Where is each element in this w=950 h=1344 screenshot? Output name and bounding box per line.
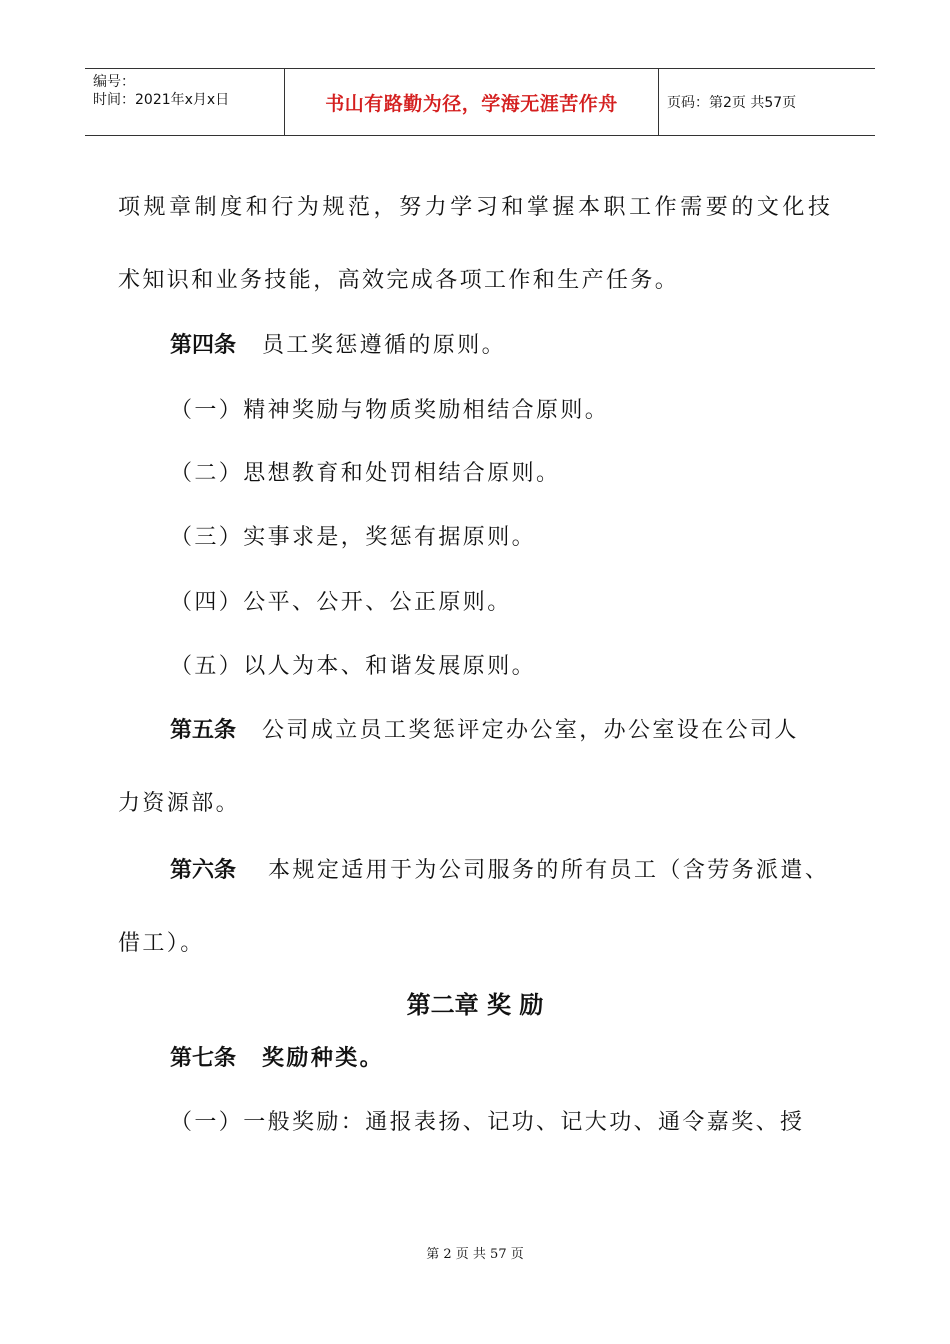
principle-5: （五）以人为本、和谐发展原则。	[170, 654, 537, 679]
page-header	[85, 68, 875, 136]
chapter-title: 第二章 奖 励	[406, 991, 544, 1019]
header-meta	[85, 69, 285, 135]
article-4-heading: 第四条	[170, 333, 237, 358]
article-5-continuation: 力资源部。	[118, 791, 241, 816]
article-6	[170, 856, 829, 886]
body-line-1: 项规章制度和行为规范，努力学习和掌握本职工作需要的文化技	[118, 195, 830, 220]
page-footer: 第 2 页 共 57 页	[426, 1247, 524, 1262]
article-7-text: 奖励种类。	[262, 1046, 385, 1071]
article-5	[170, 716, 799, 746]
article-4-text: 员工奖惩遵循的原则。	[262, 333, 507, 358]
article-4	[170, 331, 506, 361]
article-7	[170, 1044, 384, 1074]
header-slogan: 书山有路勤为径，学海无涯苦作舟	[285, 69, 659, 135]
article-5-heading: 第五条	[170, 718, 237, 743]
document-date-label: 时间：2021年x月x日	[93, 92, 230, 108]
principle-2: （二）思想教育和处罚相结合原则。	[170, 461, 561, 486]
article-6-text: 本规定适用于为公司服务的所有员工（含劳务派遣、	[268, 858, 830, 883]
article-5-text: 公司成立员工奖惩评定办公室，办公室设在公司人	[262, 718, 799, 743]
header-page-info: 页码：第2页 共57页	[667, 95, 797, 111]
body-line-2: 术知识和业务技能，高效完成各项工作和生产任务。	[118, 268, 680, 293]
document-number-label: 编号：	[93, 74, 135, 90]
principle-3: （三）实事求是，奖惩有据原则。	[170, 525, 537, 550]
principle-1: （一）精神奖励与物质奖励相结合原则。	[170, 398, 610, 423]
reward-type-1: （一）一般奖励：通报表扬、记功、记大功、通令嘉奖、授	[170, 1110, 805, 1135]
article-6-continuation: 借工）。	[118, 931, 205, 956]
principle-4: （四）公平、公开、公正原则。	[170, 590, 512, 615]
article-7-heading: 第七条	[170, 1046, 237, 1071]
article-6-heading: 第六条	[170, 858, 237, 883]
